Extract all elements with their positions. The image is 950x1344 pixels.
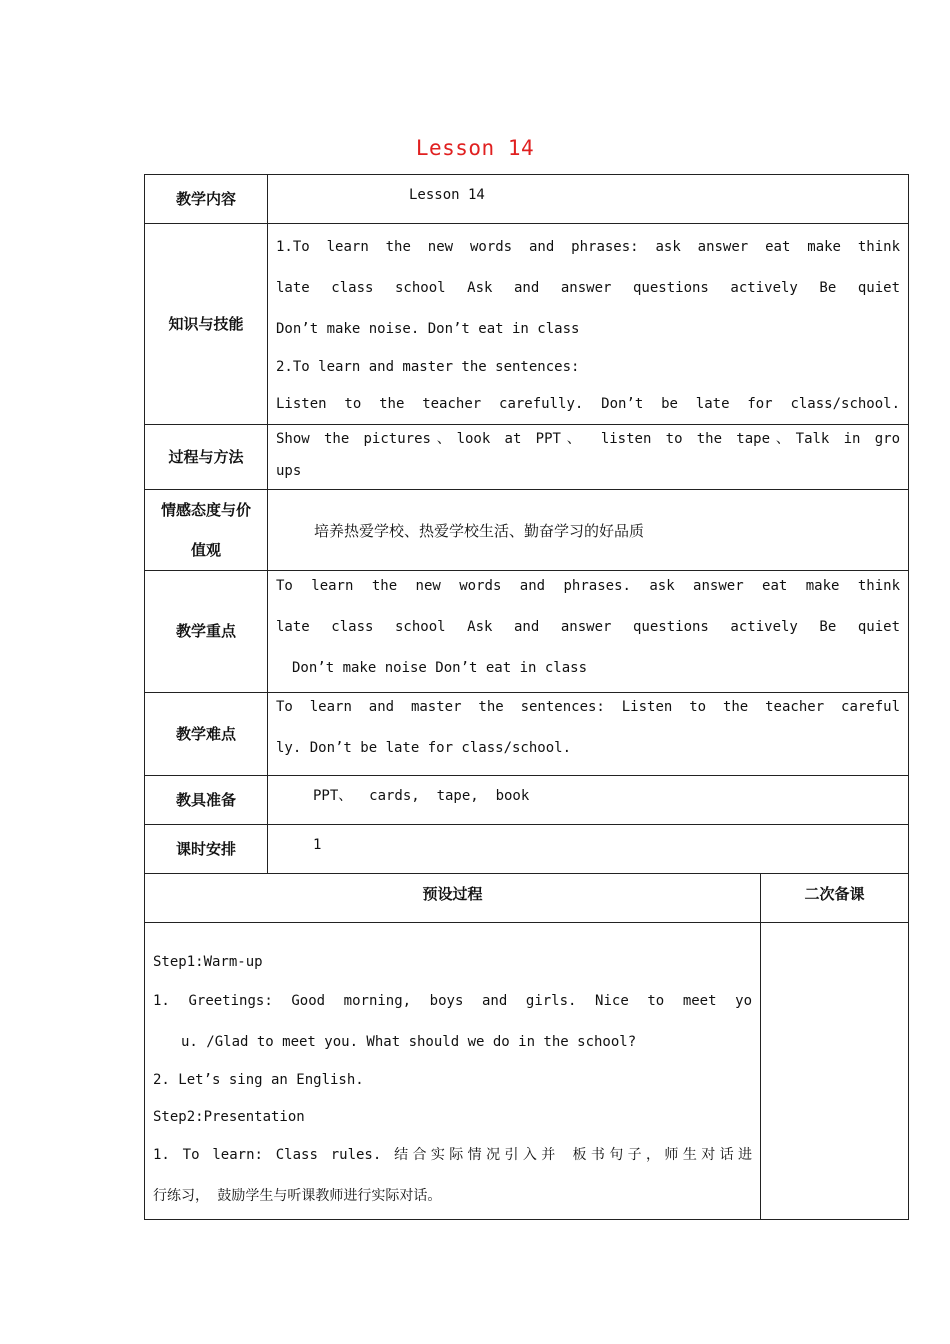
row-process <box>145 425 909 490</box>
label-difficulty: 教学难点 <box>145 693 268 776</box>
knowledge-line: Listen to the teacher carefully. Don’t be late for class/school. <box>276 396 901 412</box>
process-line: ups <box>276 463 302 479</box>
row-procedure-body <box>145 923 909 1220</box>
row-knowledge <box>145 224 909 425</box>
row-procedure-header <box>145 874 909 923</box>
content-text: Lesson 14 <box>409 187 485 203</box>
label-emotion-line: 值观 <box>190 541 221 559</box>
row-difficulty <box>145 693 909 776</box>
label-hours: 课时安排 <box>145 825 268 874</box>
knowledge-line: 2.To learn and master the sentences: <box>276 359 580 375</box>
procedure-header <box>145 874 761 923</box>
procedure-line: u. /Glad to meet you. What should we do in the school? <box>181 1034 637 1050</box>
procedure-line: 行练习， 鼓励学生与听课教师进行实际对话。 <box>153 1188 442 1204</box>
difficulty-line: ly. Don’t be late for class/school. <box>276 740 572 756</box>
hours-text: 1 <box>313 837 322 853</box>
procedure-line: 2. Let’s sing an English. <box>153 1072 364 1088</box>
value-process <box>268 425 909 490</box>
second-prep-header <box>761 874 909 923</box>
value-hours <box>268 825 909 874</box>
process-line: Show the pictures、look at PPT、 listen to the tape、Talk in gro <box>276 431 901 447</box>
label-emotion-line: 情感态度与价 <box>160 501 251 519</box>
row-emotion <box>145 490 909 571</box>
row-tools <box>145 776 909 825</box>
focus-line: Don’t make noise Don’t eat in class <box>292 660 588 676</box>
procedure-line: Step2:Presentation <box>153 1109 305 1125</box>
page-title: Lesson 14 <box>415 136 535 160</box>
value-tools <box>268 776 909 825</box>
procedure-line: 1. To learn: Class rules. 结合实际情况引入并 板书句子，师生对话进 <box>153 1147 752 1163</box>
row-content <box>145 175 909 224</box>
procedure-line: 1. Greetings: Good morning, boys and girls. Nice to meet yo <box>153 993 752 1009</box>
focus-line: late class school Ask and answer questions actively Be quiet <box>276 619 901 635</box>
label-process: 过程与方法 <box>145 425 268 490</box>
tools-text: PPT、 cards, tape, book <box>313 788 530 804</box>
value-focus <box>268 571 909 693</box>
knowledge-line: late class school Ask and answer questions actively Be quiet <box>276 280 901 296</box>
label-content: 教学内容 <box>145 175 268 224</box>
value-emotion <box>268 490 909 571</box>
procedure-header-text: 预设过程 <box>422 884 483 903</box>
label-tools: 教具准备 <box>145 776 268 825</box>
knowledge-line: Don’t make noise. Don’t eat in class <box>276 321 580 337</box>
value-difficulty <box>268 693 909 776</box>
lesson-plan-table <box>144 174 909 1220</box>
knowledge-line: 1.To learn the new words and phrases: ask answer eat make think <box>276 239 901 255</box>
difficulty-line: To learn and master the sentences: Listen to the teacher careful <box>276 699 901 715</box>
label-focus: 教学重点 <box>145 571 268 693</box>
value-knowledge <box>268 224 909 425</box>
emotion-text: 培养热爱学校、热爱学校生活、勤奋学习的好品质 <box>314 521 645 540</box>
focus-line: To learn the new words and phrases. ask answer eat make think <box>276 578 901 594</box>
second-prep-body <box>761 923 909 1220</box>
label-emotion <box>145 490 268 571</box>
label-knowledge: 知识与技能 <box>145 224 268 425</box>
procedure-body <box>145 923 761 1220</box>
procedure-line: Step1:Warm-up <box>153 954 263 970</box>
row-focus <box>145 571 909 693</box>
value-content <box>268 175 909 224</box>
row-hours <box>145 825 909 874</box>
second-prep-header-text: 二次备课 <box>804 884 865 903</box>
